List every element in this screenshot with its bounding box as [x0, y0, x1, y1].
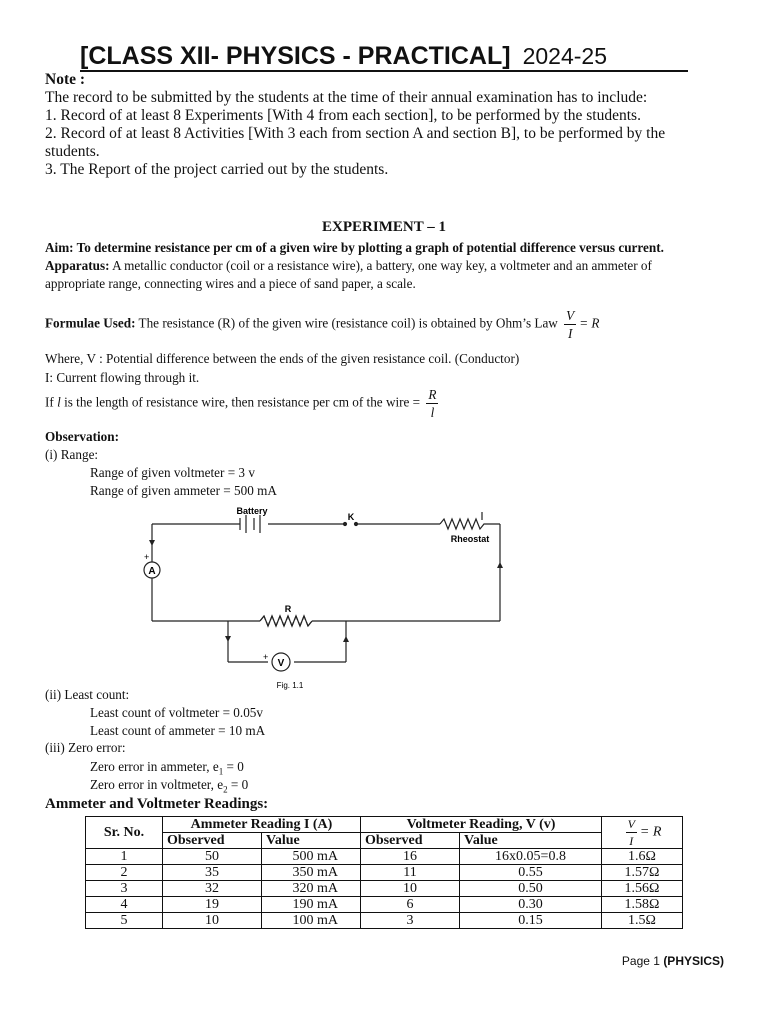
readings-table — [85, 816, 683, 929]
col-ratio: $\frac{V}{I}$ = R — [602, 817, 683, 849]
range-heading: (i) Range: — [45, 447, 99, 462]
page-number: Page 1 — [621, 954, 660, 968]
figure-caption: Fig. 1.1 — [276, 681, 304, 690]
least-count-heading: (ii) Least count: — [45, 687, 130, 702]
col-voltmeter: Voltmeter Reading, V (v) — [361, 817, 602, 833]
title-underline — [80, 70, 688, 72]
table-row: 3 32 320 mA 10 0.50 1.56Ω — [86, 881, 683, 897]
ze-ammeter: Zero error in ammeter, $e_1 = 0$ — [90, 759, 244, 777]
readings-heading: Ammeter and Voltmeter Readings: — [45, 796, 269, 812]
col-v-observed: Observed — [361, 833, 460, 849]
per-cm-line: If l is the length of resistance wire, then resistance per cm of the wire = $\frac{R}{l}$ — [45, 387, 437, 421]
where-v: Where, V : Potential difference between the ends of the given resistance coil. (Conductor) — [45, 351, 520, 366]
range-ammeter: Range of given ammeter = 500 mA — [90, 483, 277, 498]
footer-subject: (PHYSICS) — [663, 954, 724, 968]
svg-text:+: + — [263, 652, 269, 662]
aim-text: Aim: To determine resistance per cm of a given wire by plotting a graph of potential difference versus current. — [45, 240, 664, 255]
length-symbol: l — [57, 394, 61, 410]
experiment-title: EXPERIMENT – 1 — [322, 219, 446, 235]
zero-error-heading: (iii) Zero error: — [45, 740, 126, 755]
formulae-line — [45, 309, 599, 340]
voltmeter-label: V — [277, 658, 285, 669]
ohm-fraction: $\frac{V}{I}$ — [566, 308, 575, 342]
table-row: 2 35 350 mA 11 0.55 1.57Ω — [86, 865, 683, 881]
table-row: 1 50 500 mA 16 16x0.05=0.8 1.6Ω — [86, 849, 683, 865]
lc-ammeter: Least count of ammeter = 10 mA — [90, 723, 266, 738]
note-intro: The record to be submitted by the students at the time of their annual examination has to include: — [45, 89, 648, 106]
formulae-text: The resistance (R) of the given wire (resistance coil) is obtained by Ohm’s Law — [138, 315, 558, 331]
note-item-2: 2. Record of at least 8 Activities [With 3 each from section A and section B], to be performed by the — [45, 125, 666, 142]
apparatus-line-2: appropriate range, connecting wires and a piece of sand paper, a scale. — [45, 276, 416, 291]
note-item-2-cont: students. — [45, 143, 100, 160]
per-cm-fraction: $\frac{R}{l}$ — [428, 387, 437, 421]
note-heading: Note : — [45, 71, 86, 88]
col-sr: Sr. No. — [86, 817, 163, 849]
resistor-label: R — [284, 604, 292, 614]
col-a-value: Value — [262, 833, 361, 849]
apparatus-label: Apparatus: — [45, 258, 110, 273]
title-text: [CLASS XII- PHYSICS - PRACTICAL] — [80, 42, 511, 70]
battery-label: Battery — [236, 506, 268, 516]
table-row: 4 19 190 mA 6 0.30 1.58Ω — [86, 897, 683, 913]
formulae-label: Formulae Used: — [45, 315, 136, 331]
page-title — [80, 42, 607, 71]
circuit-diagram — [140, 502, 510, 694]
note-item-1: 1. Record of at least 8 Experiments [With 4 from each section], to be performed by the students. — [45, 107, 641, 124]
range-voltmeter: Range of given voltmeter = 3 v — [90, 465, 255, 480]
ze-voltmeter: Zero error in voltmeter, $e_2 = 0$ — [90, 777, 249, 795]
lc-voltmeter: Least count of voltmeter = 0.05v — [90, 705, 263, 720]
apparatus-text-1: A metallic conductor (coil or a resistance wire), a battery, one way key, a voltmeter and an ammeter of — [112, 258, 652, 273]
table-row: 5 10 100 mA 3 0.15 1.5Ω — [86, 913, 683, 929]
year-text: 2024-25 — [522, 43, 607, 69]
ammeter-label: A — [148, 566, 156, 577]
col-ammeter: Ammeter Reading I (A) — [163, 817, 361, 833]
apparatus-line-1 — [45, 258, 652, 274]
col-v-value: Value — [460, 833, 602, 849]
col-a-observed: Observed — [163, 833, 262, 849]
ohm-rhs: = R — [579, 315, 600, 331]
note-item-3: 3. The Report of the project carried out by the students. — [45, 161, 389, 178]
observation-heading: Observation: — [45, 429, 119, 444]
where-i: I: Current flowing through it. — [45, 370, 200, 385]
key-label: K — [347, 512, 355, 522]
page-footer — [622, 954, 724, 968]
svg-text:+: + — [144, 552, 150, 562]
rheostat-label: Rheostat — [450, 534, 490, 544]
